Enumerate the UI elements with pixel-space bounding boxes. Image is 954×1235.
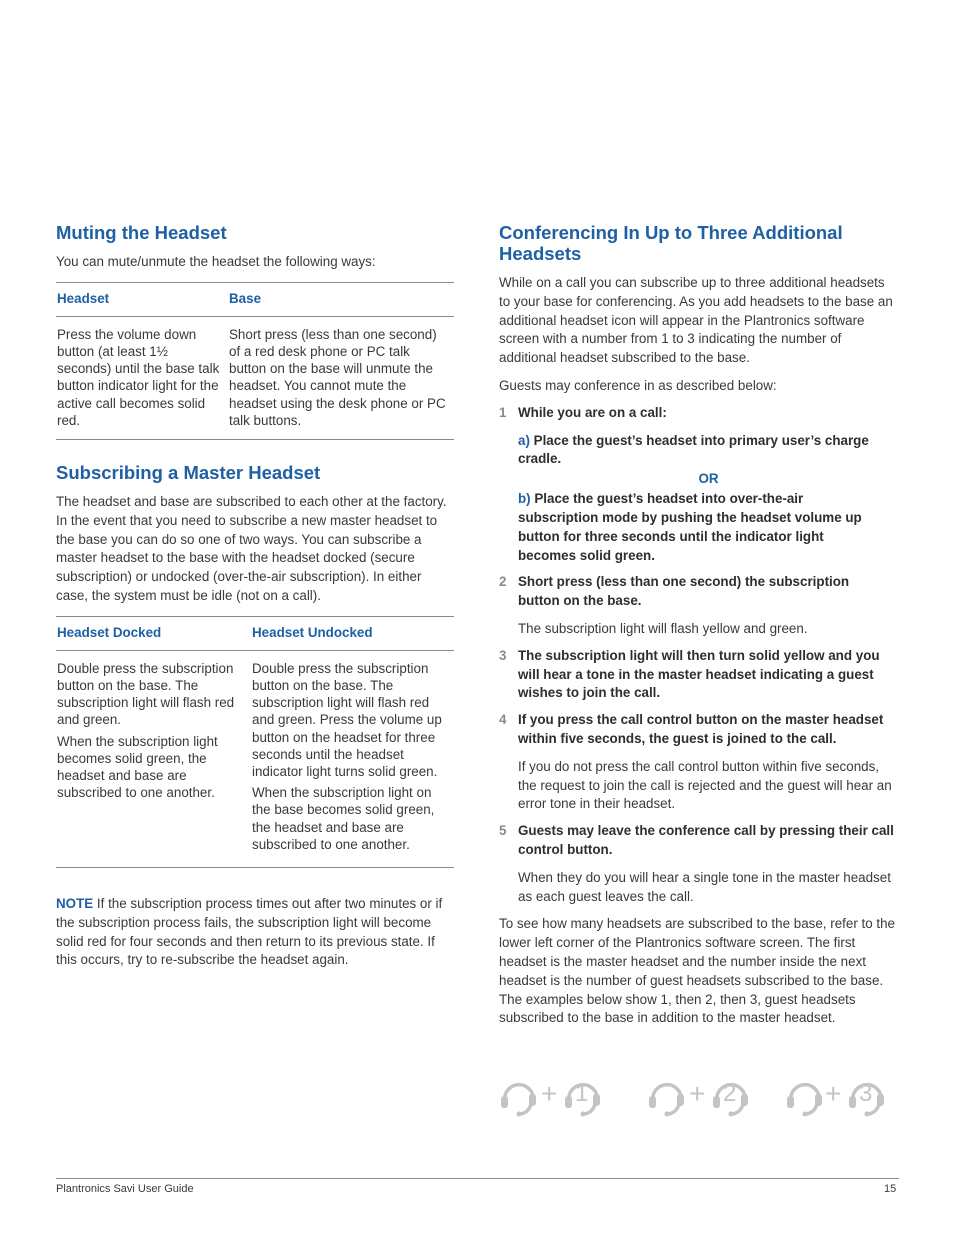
docked-step-2: When the subscription light becomes solid green, the headset and base are subscribed to one another.	[57, 733, 218, 801]
column-header-docked: Headset Docked	[56, 616, 251, 650]
undocked-step-2: When the subscription light on the base becomes solid green, the headset and base are subscribed to one another.	[252, 785, 435, 852]
plus-sign: +	[541, 1078, 558, 1109]
undocked-step-1: Double press the subscription button on the base. The subscription light will flash red and green. Press the volume up button on the headset for three seconds until the headset indicator light turns solid green.	[252, 660, 442, 780]
footer-divider	[56, 1178, 899, 1179]
step-4	[499, 711, 899, 814]
plus-sign: +	[825, 1078, 842, 1109]
guest-headset-1-icon	[563, 1074, 607, 1118]
step-1	[499, 404, 899, 566]
muting-intro: You can mute/unmute the headset the following ways:	[56, 254, 376, 269]
conferencing-intro: While on a call you can subscribe up to three additional headsets to your base for conferencing. As you add headsets to the base an additional headset icon will appear in the Plantronics software screen with a number from 1 to 3 indicating the number of additional headset subscribed to the base.	[499, 275, 893, 366]
step-1-option-a	[518, 432, 899, 470]
table-row	[56, 650, 454, 867]
note-text: If the subscription process times out after two minutes or if the subscription process fails, the subscription light will become solid red for four seconds and then return to its previous state. If this occurs, try to re-subscribe the headset again.	[56, 896, 443, 968]
step-text: While you are on a call:	[518, 404, 667, 420]
step-number: 3	[499, 647, 507, 663]
conference-steps	[499, 404, 899, 907]
left-column	[56, 222, 454, 970]
option-letter: a)	[518, 432, 530, 448]
guest-headset-2-icon	[711, 1074, 755, 1118]
guest-count: 1	[575, 1080, 589, 1107]
guests-intro: Guests may conference in as described below:	[499, 377, 777, 393]
option-text: Place the guest’s headset into primary user’s charge cradle.	[518, 432, 869, 467]
or-separator: OR	[698, 471, 719, 487]
headset-group-2	[647, 1074, 691, 1118]
table-cell-undocked	[251, 650, 454, 867]
muting-section	[56, 222, 454, 440]
table-cell-headset: Press the volume down button (at least 1½ seconds) until the base talk button indicator light for the active call becomes solid red.	[56, 316, 228, 439]
step-number: 1	[499, 404, 507, 420]
column-header-undocked: Headset Undocked	[251, 616, 454, 650]
column-header-headset: Headset	[56, 282, 228, 316]
subscribing-section	[56, 462, 454, 868]
step-number: 2	[499, 574, 507, 590]
guest-headset-3-icon	[847, 1074, 891, 1118]
step-note: If you do not press the call control button within five seconds, the request to join the call is rejected and the guest will hear an error tone in their headset.	[518, 758, 892, 812]
table-header-row	[56, 282, 454, 316]
step-text: Guests may leave the conference call by pressing their call control button.	[518, 823, 894, 857]
master-headset-icon	[647, 1074, 691, 1118]
guest-count: 3	[859, 1080, 873, 1107]
footer-title: Plantronics Savi User Guide	[56, 1183, 194, 1195]
step-text: The subscription light will then turn solid yellow and you will hear a tone in the master headset indicating a guest wishes to join the call.	[518, 647, 880, 701]
step-number: 4	[499, 712, 507, 728]
note-paragraph	[56, 895, 454, 970]
step-note: The subscription light will flash yellow and green.	[518, 620, 808, 636]
note-label: NOTE	[56, 896, 94, 912]
docked-step-1: Double press the subscription button on the base. The subscription light will flash red and green.	[57, 660, 235, 728]
subscribing-title: Subscribing a Master Headset	[56, 462, 321, 484]
table-row	[56, 316, 454, 439]
plus-sign: +	[689, 1078, 706, 1109]
step-number: 5	[499, 823, 507, 839]
right-column	[499, 222, 899, 1028]
table-cell-base: Short press (less than one second) of a red desk phone or PC talk button on the base will unmute the headset. You cannot mute the headset using the desk phone or PC talk buttons.	[228, 316, 454, 439]
option-text: Place the guest’s headset into over-the-air subscription mode by pushing the headset volume up button for three seconds until the indicator light becomes solid green.	[518, 491, 862, 563]
step-note: When they do you will hear a single tone in the master headset as each guest leaves the call.	[518, 869, 891, 904]
muting-title: Muting the Headset	[56, 222, 227, 243]
table-cell-docked	[56, 650, 251, 867]
step-text: Short press (less than one second) the subscription button on the base.	[518, 574, 850, 609]
page-number: 15	[884, 1183, 897, 1195]
step-text: If you press the call control button on the master headset within five seconds, the guest is joined to the call.	[518, 712, 884, 746]
master-headset-icon	[785, 1074, 829, 1118]
subscribing-intro: The headset and base are subscribed to each other at the factory. In the event that you need to subscribe a new master headset to the base you can do so one of two ways. You can subscribe a master headset to the base with the headset docked (secure subscription) or undocked (over-the-air subscription). In either case, the system must be idle (not on a call).	[56, 494, 447, 603]
column-header-base: Base	[228, 282, 454, 316]
headset-group-3	[785, 1074, 829, 1118]
guest-count: 2	[723, 1080, 737, 1107]
muting-table	[56, 282, 454, 440]
step-1-option-b	[518, 490, 899, 565]
step-2	[499, 573, 899, 638]
subscribing-table	[56, 616, 454, 868]
step-5	[499, 822, 899, 906]
option-letter: b)	[518, 491, 531, 507]
table-header-row	[56, 616, 454, 650]
conferencing-title: Conferencing In Up to Three Additional Headsets	[499, 222, 843, 264]
headset-icons-row	[499, 1074, 899, 1118]
conferencing-outro: To see how many headsets are subscribed to the base, refer to the lower left corner of the Plantronics software screen. The first headset is the master headset and the number inside the next headset is the number of guest headsets subscribed to the base. The examples below show 1, then 2, then 3, guest headsets subscribed to the base in addition to the master headset.	[499, 916, 895, 1026]
step-3	[499, 647, 899, 703]
